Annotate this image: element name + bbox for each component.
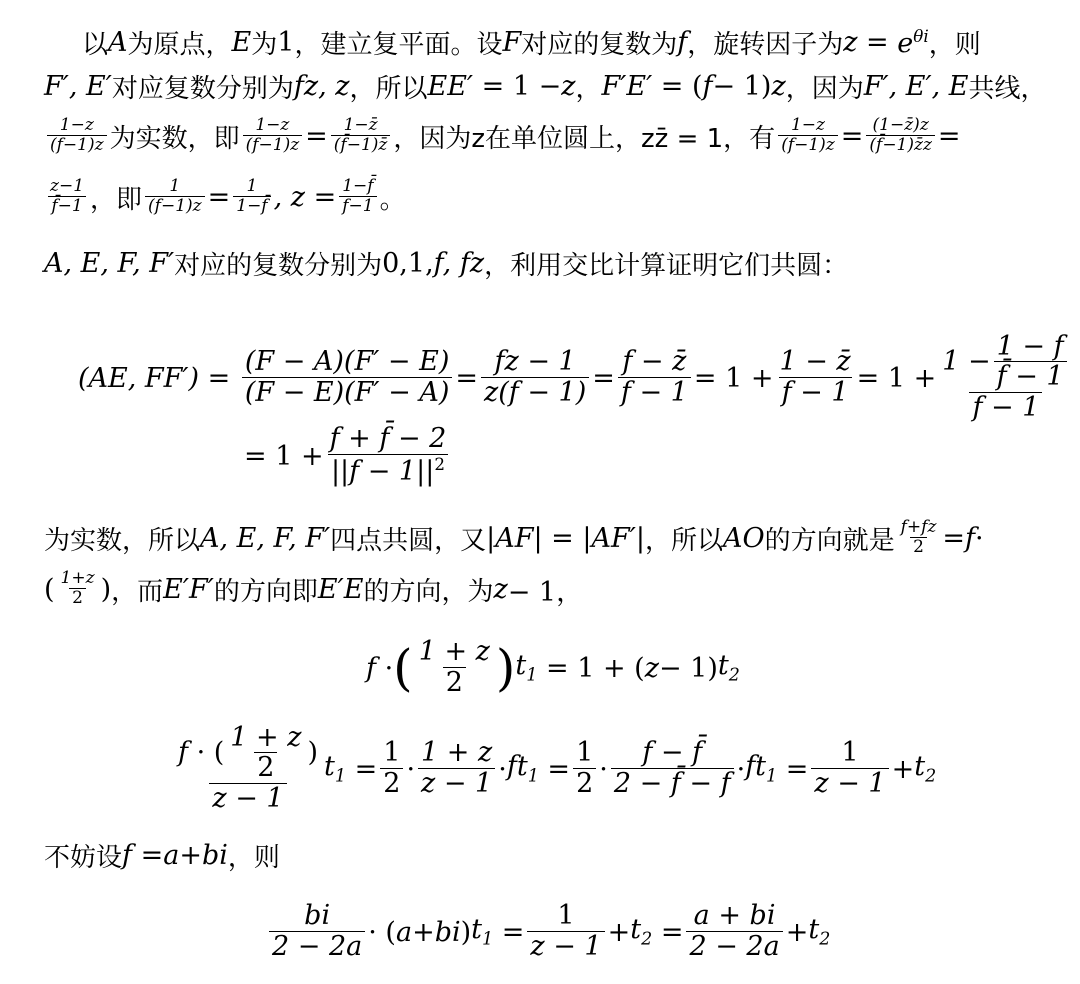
eq-final: $\frac{bi}{2 - 2a}$ · ( a + bi ) $t_1$ = $\frac{1}{z - 1}$ + $t_2$ = $\frac{a + bi}{2 - 2a}$ + $t_2$ — [266, 894, 830, 970]
p1-l3b: ，因为z在单位圆上，zz̄ = 1，有 — [393, 123, 776, 154]
p3-line1: 为实数，所以 A, E, F, F′ 四点共圆，又 | AF | = | AF′ | ，所以 AO 的方向就是 $\frac{f+fz}{2}$ = f · — [44, 517, 984, 558]
p1-l4b: 。 — [379, 184, 406, 215]
p3-line2: ( $\frac{1+z}{2}$ ) ，而 E′F′ 的方向即 E′E 的方向，为 z − 1， — [44, 568, 584, 609]
text: 以 — [82, 29, 109, 60]
eq-cross-ratio-2: = 1 + $\frac{f + f̄ - 2}{||f - 1||^2}$ — [244, 423, 447, 487]
p1-l3a: 为实数，即 — [109, 123, 240, 154]
eq-intersection: f · ( $\frac{1 + z}{2}$ ) $t_1$ = 1 + ( z − 1) $t_2$ — [366, 636, 740, 698]
p1-line3: $\frac{1-z}{(f-1)z}$ 为实数，即 $\frac{1-z}{(f-1)z}$ = $\frac{1-z̄}{(f̄-1)z̄}$ ，因为z在单位圆上，zz̄ = 1，有 $\frac{1-z}{(f-1)z}$ = $\frac{(1-z̄)z}{(f̄-1)z̄z}$ = — [44, 108, 961, 164]
p1-line1: 以 A 为原点， E 为 1 ，建立复平面。设 F 对应的复数为 f ，旋转因子为 z = $e^{\theta i}$ ，则 — [82, 25, 981, 60]
p2-line: A, E, F, F′ 对应的复数分别为 0,1, f, fz ，利用交比计算证明它们共圆： — [44, 247, 849, 281]
eq-cross-ratio-1: (AE, FF′) = $\frac{(F - A)(F' - E)}{(F - E)(F' - A)}$ = $\frac{fz - 1}{z(f - 1)}$ = $\frac{f - z̄}{f - 1}$ = 1 + $\frac{1 - z̄}{f - 1}$ = 1 + 1 − $\frac{1 - f}{f̄ - 1}$ f − 1 — [78, 310, 1076, 446]
p1-line2: F′, E′ 对应复数分别为 fz, z ，所以 EE′ = 1 − z ， F′E′ = ( f − 1) z ，因为 F′, E′, E 共线， — [44, 70, 1047, 104]
p1-line4: $\frac{z-1}{f̄-1}$ ，即 $\frac{1}{(f-1)z}$ = $\frac{1}{1-f̄}$ , z = $\frac{1-f̄}{f-1}$ 。 — [50, 176, 406, 217]
eq-divided: f · ( $\frac{1 + z}{2}$ ) z − 1 $t_1$ = $\frac{1}{2}$ · $\frac{1 + z}{z - 1}$ · $ft_1$ = $\frac{1}{2}$ · $\frac{f - f̄}{2 - f̄ - f}$ · $ft_1$ = $\frac{1}{z - 1}$ + $t_2$ — [178, 722, 937, 815]
p1-l4a: ，即 — [90, 184, 143, 215]
p4-line: 不妨设 f = a + bi ，则 — [44, 839, 280, 873]
